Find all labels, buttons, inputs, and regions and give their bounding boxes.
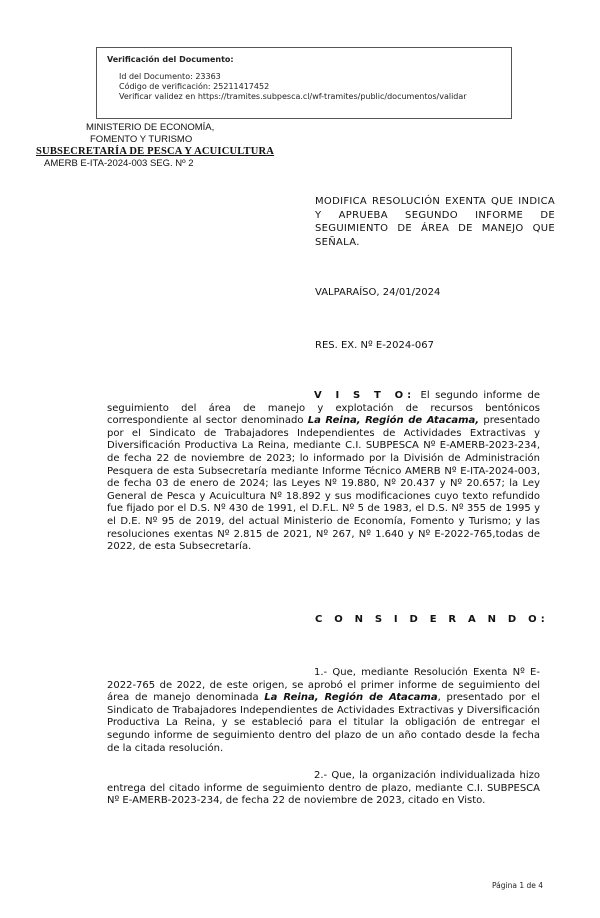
visto-text-a: El segundo informe de seguimiento del área de manejo y explotación de recursos bentónicos correspondiente al sector denominado — [107, 390, 540, 427]
p1-text-a: 1.- Que, mediante Resolución Exenta Nº E-2022-765 de 2022, de este origen, se aprobó el primer informe de seguimiento del área de manejo denominada — [107, 667, 540, 704]
considerando-paragraph-1 — [107, 667, 540, 755]
document-reference: AMERB E-ITA-2024-003 SEG. Nº 2 — [44, 158, 194, 169]
verification-code: • Código de verificación: 25211417452 — [119, 82, 501, 91]
ministry-name-line2: FOMENTO Y TURISMO — [90, 134, 193, 145]
subsecretaria-name: SUBSECRETARÍA DE PESCA Y ACUICULTURA — [36, 146, 275, 157]
visto-sector: La Reina, Región de Atacama, — [307, 415, 480, 427]
resolution-subject: MODIFICA RESOLUCIÓN EXENTA QUE INDICA Y APRUEBA SEGUNDO INFORME DE SEGUIMIENTO DE ÁREA DE MANEJO QUE SEÑALA. — [315, 196, 555, 248]
p1-text-b: , presentado por el Sindicato de Trabajadores Independientes de Actividades Extractivas y Diversificación Productiva La Reina, y se estableció para el titular la obligación de entregar el segundo informe de seguimiento dentro del plazo de un año contado desde la fecha de la citada resolución. — [107, 692, 540, 754]
ministry-header — [36, 122, 286, 170]
verification-box — [96, 47, 512, 119]
visto-text-b: presentado por el Sindicato de Trabajadores Independientes de Actividades Extractivas y Diversificación Productiva La Reina, mediante C.I. SUBPESCA Nº E-AMERB-2023-234, de fecha 22 de noviembre de 2023; lo informado por la División de Administración Pesquera de esta Subsecretaría mediante Informe Técnico AMERB Nº E-ITA-2024-003, de fecha 03 de enero de 2024; las Leyes Nº 19.880, Nº 20.437 y Nº 20.657; la Ley General de Pesca y Acuicultura Nº 18.892 y sus modificaciones cuyo texto refundido fue fijado por el D.S. Nº 430 de 1991, el D.F.L. Nº 5 de 1983, el D.S. Nº 355 de 1995 y el D.E. Nº 95 de 2019, del actual Ministerio de Economía, Fomento y Turismo; y las resoluciones exentas Nº 2.815 de 2021, Nº 267, Nº 1.640 y Nº E-2022-765,todas de 2022, de esta Subsecretaría. — [107, 415, 540, 553]
visto-paragraph — [107, 390, 540, 554]
verification-link[interactable]: • Verificar validez en https://tramites.subpesca.cl/wf-tramites/public/documentos/validar — [119, 92, 501, 101]
considerando-heading: C O N S I D E R A N D O: — [315, 614, 549, 625]
place-date: VALPARAÍSO, 24/01/2024 — [315, 287, 441, 298]
verification-title: Verificación del Documento: — [107, 55, 234, 64]
page-number: Página 1 de 4 — [491, 881, 543, 890]
resolution-number: RES. EX. Nº E-2024-067 — [315, 340, 434, 351]
ministry-name-line1: MINISTERIO DE ECONOMÍA, — [86, 122, 215, 133]
verification-list — [107, 72, 501, 101]
document-id: • Id del Documento: 23363 — [119, 72, 501, 81]
considerando-paragraph-2: 2.- Que, la organización individualizada hizo entrega del citado informe de seguimiento dentro de plazo, mediante C.I. SUBPESCA Nº E-AMERB-2023-234, de fecha 22 de noviembre de 2023, citado en Visto. — [107, 770, 540, 807]
visto-label: V I S T O: — [314, 390, 416, 401]
p1-sector: La Reina, Región de Atacama — [264, 692, 438, 704]
